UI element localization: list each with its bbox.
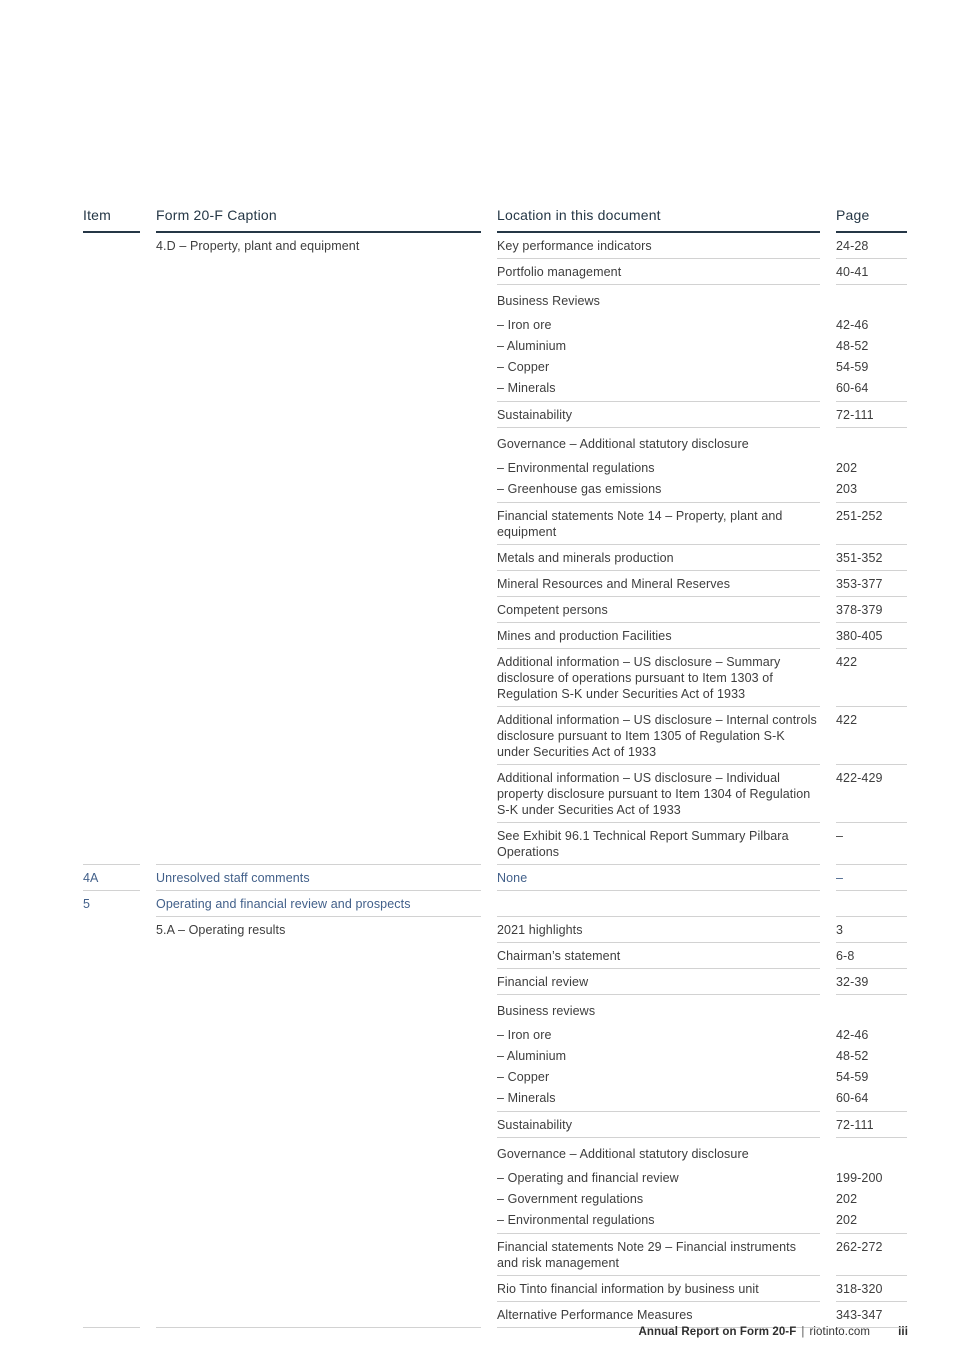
caption-cell: [156, 943, 481, 969]
item-cell: [83, 503, 140, 545]
caption-cell: 4.D – Property, plant and equipment: [156, 239, 360, 253]
item-cell: [83, 315, 140, 336]
caption-cell: [156, 1189, 481, 1210]
caption-cell: [156, 623, 481, 649]
caption-cell: [156, 458, 481, 479]
location-cell: Sustainability: [497, 1112, 820, 1138]
location-cell: – Operating and financial review: [497, 1171, 679, 1185]
page-cell: [836, 1138, 907, 1168]
location-cell: Financial statements Note 14 – Property, plant and equipment: [497, 503, 820, 545]
page-cell: 48-52: [836, 339, 869, 353]
caption-cell: [156, 1234, 481, 1276]
item-cell: [83, 1046, 140, 1067]
footer-report-title: Annual Report on Form 20-F: [638, 1326, 797, 1338]
item-cell: [83, 917, 140, 943]
item-cell: [83, 1088, 140, 1112]
location-cell: – Greenhouse gas emissions: [497, 479, 820, 503]
page-cell: 60-64: [836, 378, 907, 402]
form-20f-cross-reference-table: [83, 206, 908, 1328]
page-cell: 262-272: [836, 1234, 907, 1276]
location-cell: Financial review: [497, 969, 820, 995]
location-cell: Additional information – US disclosure – Internal controls disclosure pursuant to Item 1305 of Regulation S-K under Securities Act of 1933: [497, 707, 820, 765]
page-cell: 380-405: [836, 623, 907, 649]
location-cell: Competent persons: [497, 597, 820, 623]
item-cell: [83, 458, 140, 479]
caption-cell: [156, 336, 481, 357]
page-cell: 422: [836, 649, 907, 707]
item-cell: [83, 259, 140, 285]
item-cell: [83, 649, 140, 707]
item-cell: [83, 1025, 140, 1046]
item-cell: [83, 995, 140, 1025]
item-cell: [83, 479, 140, 503]
item-cell: [83, 545, 140, 571]
caption-cell: [156, 649, 481, 707]
caption-cell: [156, 428, 481, 458]
item-cell: [83, 1189, 140, 1210]
caption-cell: [156, 1168, 481, 1189]
item-cell: [83, 943, 140, 969]
location-cell: – Government regulations: [497, 1192, 644, 1206]
column-header-location: Location in this document: [497, 206, 820, 233]
caption-cell: [156, 285, 481, 315]
item-cell: 5: [83, 897, 91, 911]
caption-cell: [156, 1025, 481, 1046]
item-cell: [83, 1276, 140, 1302]
caption-cell: Unresolved staff comments: [156, 865, 481, 891]
caption-cell: [156, 1046, 481, 1067]
caption-cell: [156, 315, 481, 336]
page-cell: 199-200: [836, 1171, 883, 1185]
column-header-caption: Form 20-F Caption: [156, 206, 481, 233]
location-cell: – Minerals: [497, 378, 820, 402]
footer-page-number: iii: [898, 1326, 908, 1338]
location-cell: – Aluminium: [497, 1049, 567, 1063]
location-cell: 2021 highlights: [497, 917, 820, 943]
page-cell: 343-347: [836, 1302, 907, 1328]
item-cell: [83, 969, 140, 995]
page-cell: 378-379: [836, 597, 907, 623]
item-cell: [83, 1168, 140, 1189]
location-cell: Governance – Additional statutory disclosure: [497, 437, 749, 451]
item-cell: 4A: [83, 865, 140, 891]
caption-cell: [156, 571, 481, 597]
item-cell: [83, 336, 140, 357]
caption-cell: [156, 1067, 481, 1088]
location-cell: – Iron ore: [497, 318, 552, 332]
item-cell: [83, 707, 140, 765]
page-cell: 72-111: [836, 402, 907, 428]
item-cell: [83, 1302, 140, 1328]
item-cell: [83, 285, 140, 315]
page-cell: 60-64: [836, 1088, 907, 1112]
item-cell: [83, 1234, 140, 1276]
location-cell: Key performance indicators: [497, 233, 820, 259]
location-cell: Additional information – US disclosure – Individual property disclosure pursuant to Item 1304 of Regulation S-K under Securities Act of 1933: [497, 765, 820, 823]
location-cell: – Minerals: [497, 1088, 820, 1112]
location-cell: Mineral Resources and Mineral Reserves: [497, 571, 820, 597]
item-cell: [83, 765, 140, 823]
location-cell: Rio Tinto financial information by business unit: [497, 1276, 820, 1302]
item-cell: [83, 1210, 140, 1234]
column-header-item: Item: [83, 206, 140, 233]
page-cell: 54-59: [836, 1070, 869, 1084]
caption-cell: [156, 597, 481, 623]
caption-cell: [156, 479, 481, 503]
location-cell: Business reviews: [497, 1004, 596, 1018]
page-cell: 202: [836, 1192, 858, 1206]
page-cell: 40-41: [836, 259, 907, 285]
page-cell: 54-59: [836, 360, 869, 374]
page-footer: [639, 1326, 908, 1338]
page-cell: –: [836, 823, 907, 865]
caption-cell: [156, 259, 481, 285]
caption-cell: [156, 1276, 481, 1302]
item-cell: [83, 823, 140, 865]
caption-cell: [156, 765, 481, 823]
location-cell: Metals and minerals production: [497, 545, 820, 571]
location-cell: Alternative Performance Measures: [497, 1302, 820, 1328]
location-cell: – Environmental regulations: [497, 1210, 820, 1234]
caption-cell: Operating and financial review and prospects: [156, 891, 481, 917]
page-cell: 202: [836, 1210, 907, 1234]
item-cell: [83, 357, 140, 378]
location-cell: – Copper: [497, 360, 550, 374]
page-cell: 202: [836, 461, 858, 475]
page-cell: [836, 285, 907, 315]
location-cell: None: [497, 865, 820, 891]
location-cell: Additional information – US disclosure – Summary disclosure of operations pursuant to Item 1303 of Regulation S-K under Securities Act of 1933: [497, 649, 820, 707]
location-cell: – Aluminium: [497, 339, 567, 353]
page-cell: 203: [836, 479, 907, 503]
page-cell: 422-429: [836, 765, 907, 823]
caption-cell: [156, 1112, 481, 1138]
caption-cell: [156, 503, 481, 545]
page-cell: 72-111: [836, 1112, 907, 1138]
item-cell: [83, 233, 140, 259]
page-cell: 42-46: [836, 318, 869, 332]
item-cell: [83, 378, 140, 402]
caption-cell: [156, 1138, 481, 1168]
caption-cell: 5.A – Operating results: [156, 923, 286, 937]
page-cell: 48-52: [836, 1049, 869, 1063]
page-cell: 351-352: [836, 545, 907, 571]
location-cell: Financial statements Note 29 – Financial instruments and risk management: [497, 1234, 820, 1276]
location-cell: Mines and production Facilities: [497, 623, 820, 649]
caption-cell: [156, 402, 481, 428]
item-cell: [83, 571, 140, 597]
caption-cell: [156, 378, 481, 402]
location-cell: Governance – Additional statutory disclosure: [497, 1147, 749, 1161]
location-cell: Sustainability: [497, 402, 820, 428]
footer-separator: |: [801, 1326, 805, 1338]
item-cell: [83, 623, 140, 649]
page-cell: [836, 428, 907, 458]
item-cell: [83, 402, 140, 428]
caption-cell: [156, 1302, 481, 1328]
location-cell: [497, 891, 820, 917]
location-cell: Portfolio management: [497, 259, 820, 285]
location-cell: Business Reviews: [497, 294, 601, 308]
footer-site-link[interactable]: riotinto.com: [809, 1326, 871, 1338]
page-cell: [836, 995, 907, 1025]
page-cell: [836, 891, 907, 917]
page-cell: 32-39: [836, 969, 907, 995]
location-cell: – Copper: [497, 1070, 550, 1084]
page-cell: 353-377: [836, 571, 907, 597]
page-cell: 3: [836, 917, 907, 943]
item-cell: [83, 1138, 140, 1168]
item-cell: [83, 1067, 140, 1088]
item-cell: [83, 428, 140, 458]
caption-cell: [156, 823, 481, 865]
caption-cell: [156, 1210, 481, 1234]
location-cell: – Iron ore: [497, 1028, 552, 1042]
caption-cell: [156, 969, 481, 995]
column-header-page: Page: [836, 206, 907, 233]
location-cell: See Exhibit 96.1 Technical Report Summary Pilbara Operations: [497, 823, 820, 865]
caption-cell: [156, 707, 481, 765]
item-cell: [83, 1112, 140, 1138]
caption-cell: [156, 995, 481, 1025]
location-cell: – Environmental regulations: [497, 461, 655, 475]
caption-cell: [156, 1088, 481, 1112]
page-cell: 24-28: [836, 233, 907, 259]
page-cell: 6-8: [836, 943, 907, 969]
location-cell: Chairman’s statement: [497, 943, 820, 969]
page-cell: –: [836, 865, 907, 891]
caption-cell: [156, 545, 481, 571]
page-cell: 422: [836, 707, 907, 765]
page-cell: 42-46: [836, 1028, 869, 1042]
caption-cell: [156, 357, 481, 378]
page-cell: 318-320: [836, 1276, 907, 1302]
item-cell: [83, 597, 140, 623]
page-cell: 251-252: [836, 503, 907, 545]
